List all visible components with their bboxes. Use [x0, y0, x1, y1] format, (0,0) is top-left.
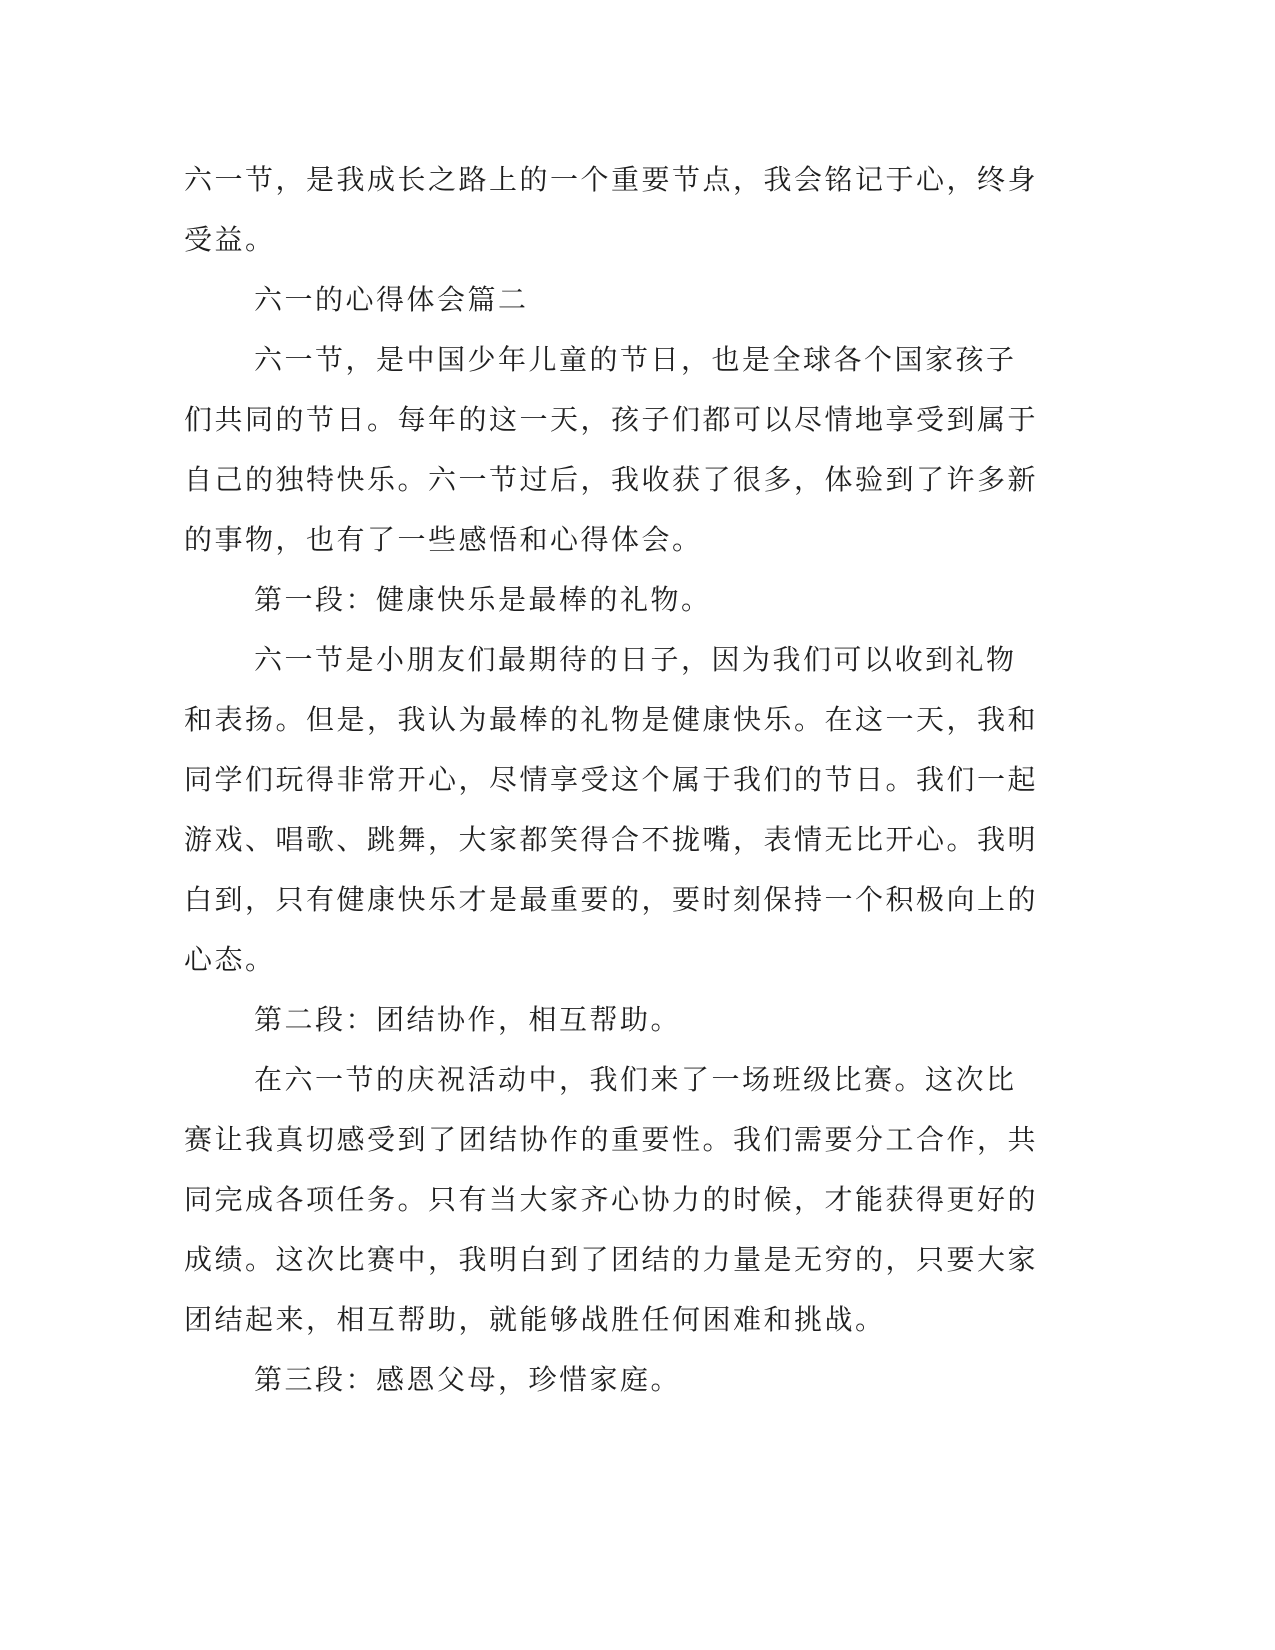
section-heading-part-three: 第三段：感恩父母，珍惜家庭。	[254, 1363, 682, 1396]
section-heading: 六一的心得体会篇二	[254, 283, 529, 316]
paragraph-intro: 六一节，是中国少年儿童的节日，也是全球各个国家孩子们共同的节日。每年的这一天，孩子们都可以尽情地享受到属于自己的独特快乐。六一节过后，我收获了很多，体验到了许多新的事物，也有了一些感悟和心得体会。	[184, 343, 1039, 556]
section-heading-part-one: 第一段：健康快乐是最棒的礼物。	[254, 583, 712, 616]
paragraph-part-one: 六一节是小朋友们最期待的日子，因为我们可以收到礼物和表扬。但是，我认为最棒的礼物是健康快乐。在这一天，我和同学们玩得非常开心，尽情享受这个属于我们的节日。我们一起游戏、唱歌、跳舞，大家都笑得合不拢嘴，表情无比开心。我明白到，只有健康快乐才是最重要的，要时刻保持一个积极向上的心态。	[184, 643, 1039, 976]
paragraph-closing-line: 六一节，是我成长之路上的一个重要节点，我会铭记于心，终身受益。	[184, 163, 1039, 256]
section-heading-part-two: 第二段：团结协作，相互帮助。	[254, 1003, 682, 1036]
paragraph-part-two: 在六一节的庆祝活动中，我们来了一场班级比赛。这次比赛让我真切感受到了团结协作的重要性。我们需要分工合作，共同完成各项任务。只有当大家齐心协力的时候，才能获得更好的成绩。这次比赛中，我明白到了团结的力量是无穷的，只要大家团结起来，相互帮助，就能够战胜任何困难和挑战。	[184, 1063, 1039, 1336]
document-body	[184, 150, 1044, 1410]
